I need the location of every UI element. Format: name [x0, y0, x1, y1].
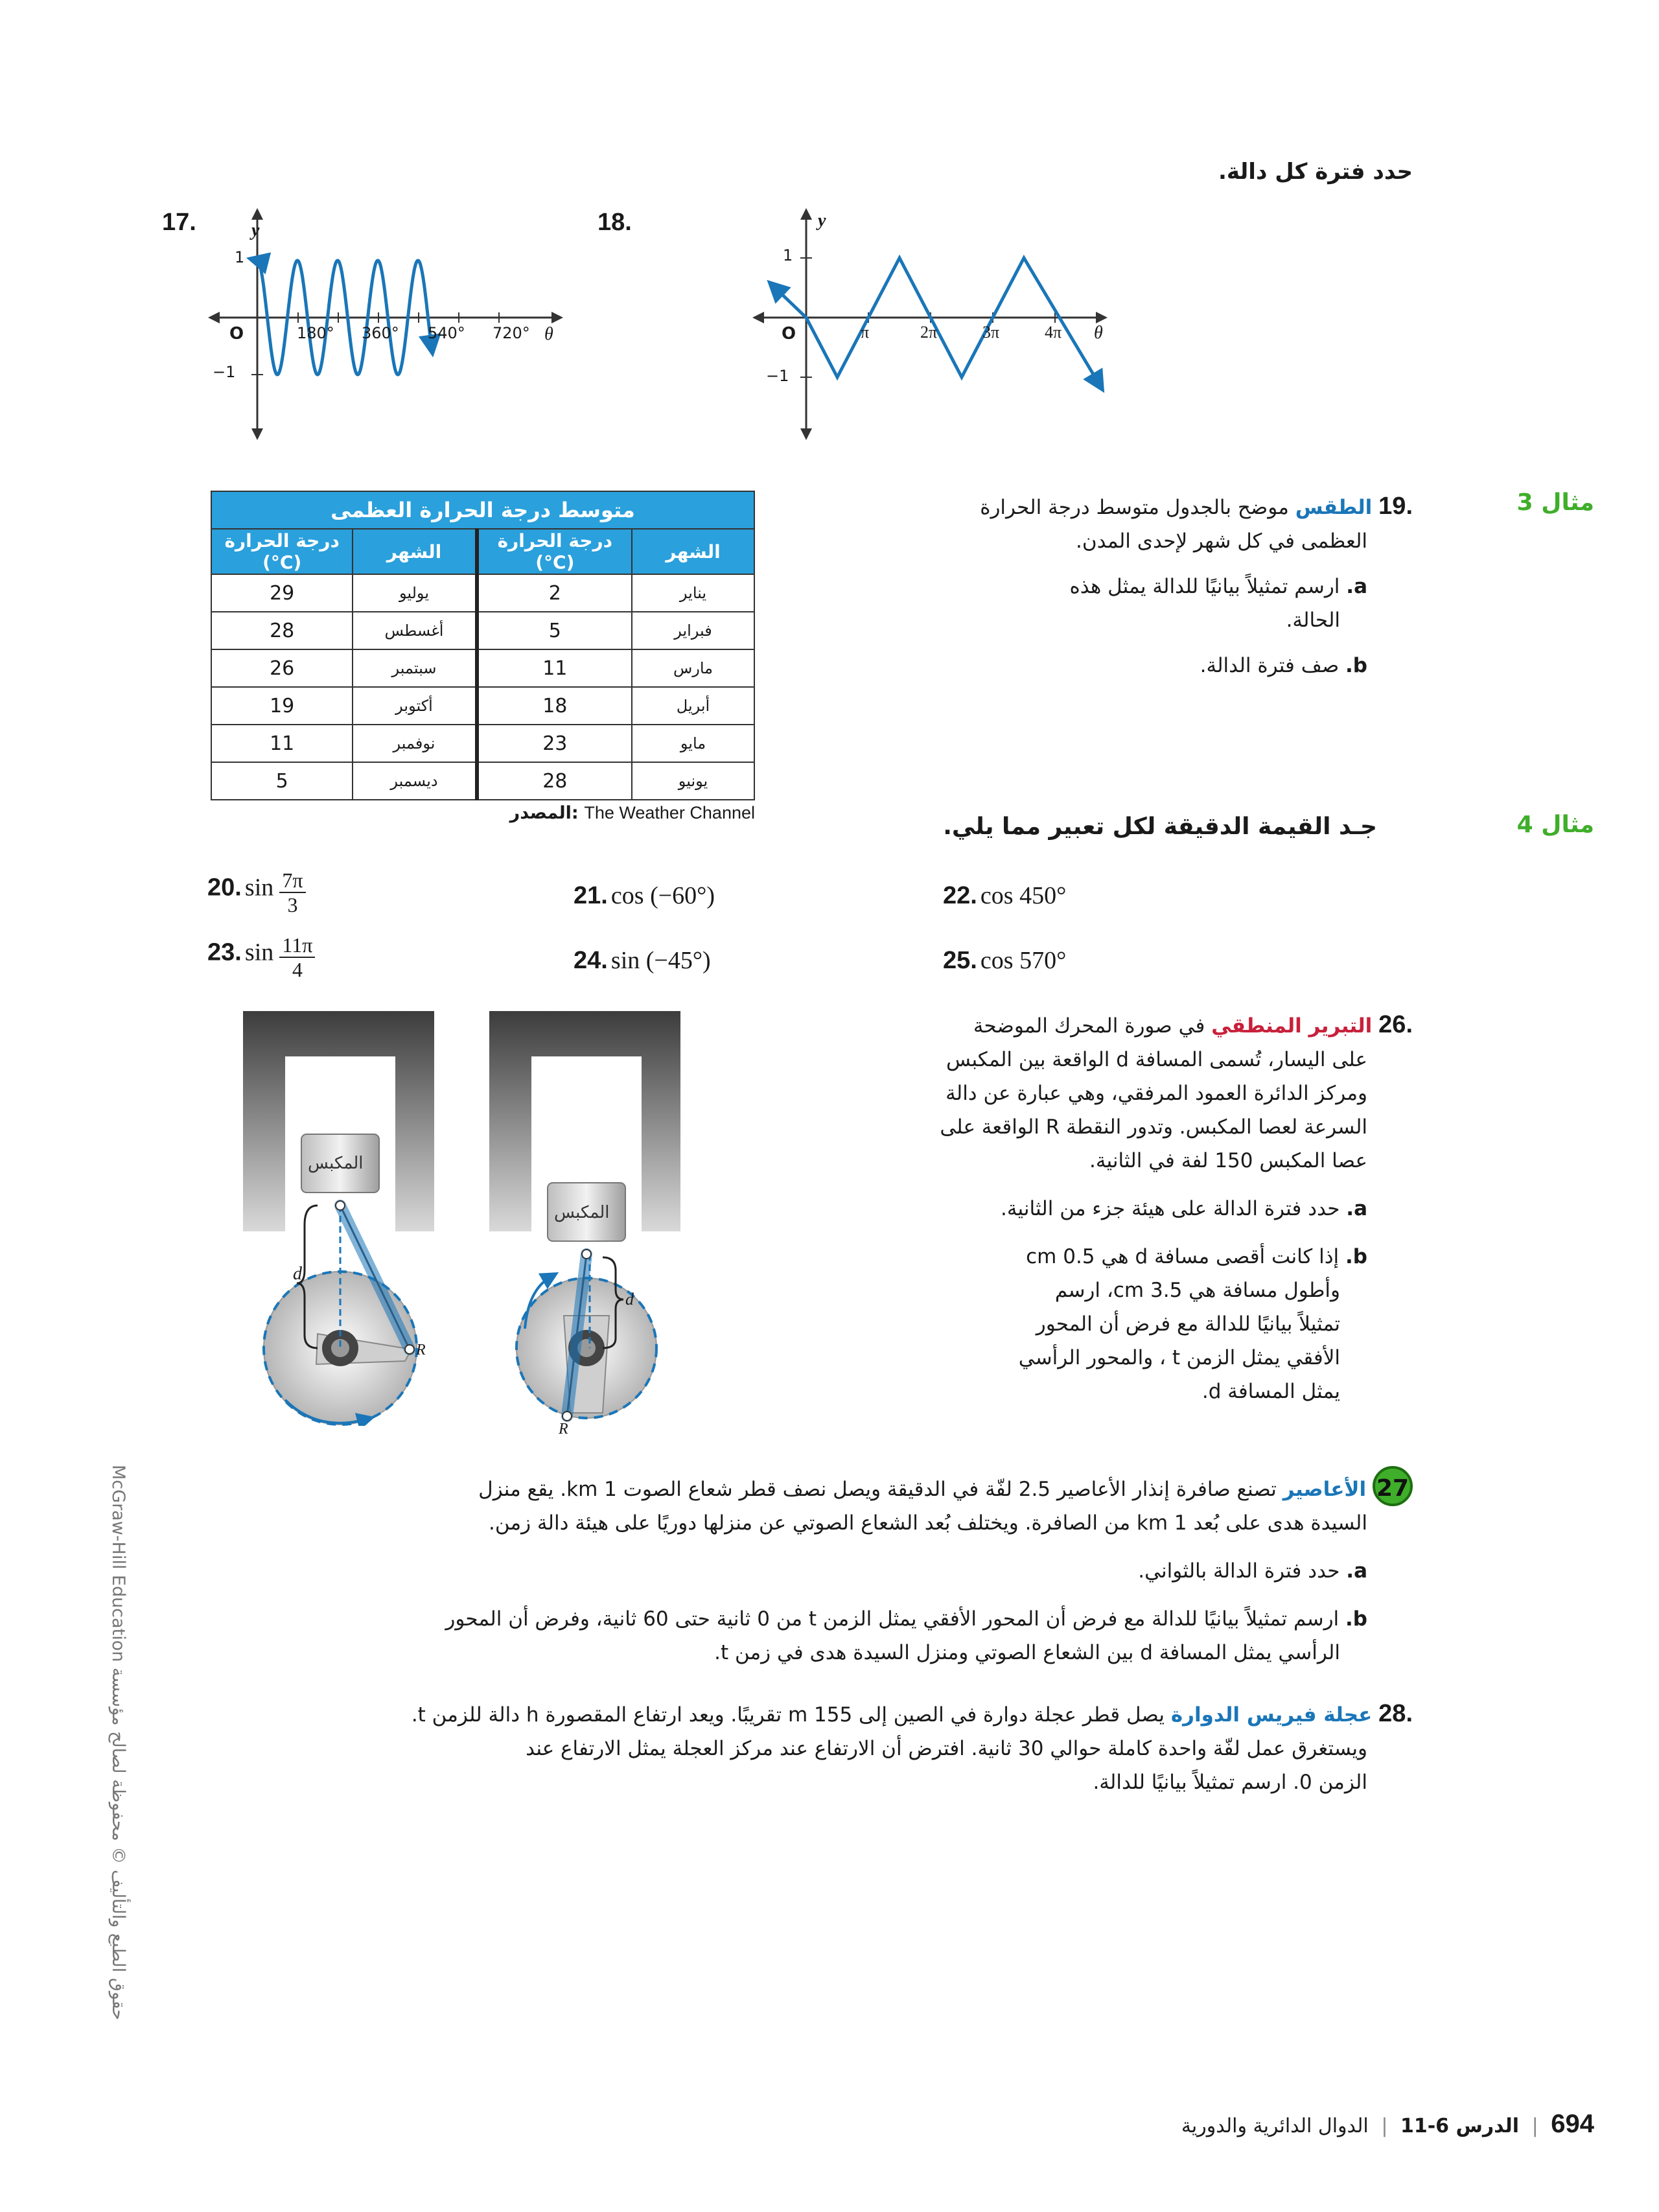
lesson-title: الدوال الدائرية والدورية — [1181, 2115, 1369, 2137]
problem-26-line-3: ومركز الدائرة العمود المرفقي، وهي عبارة عن دالة — [946, 1082, 1367, 1105]
table-cell-temp: 26 — [211, 649, 353, 687]
graph17-theta: θ — [544, 324, 553, 344]
table-cell-month: مايو — [632, 725, 754, 762]
table-row — [211, 612, 754, 649]
graph17-tick-540: 540° — [428, 324, 465, 342]
graph18-y-label: y — [818, 211, 826, 231]
problem-28-line-2: ويستغرق عمل لفّة واحدة كاملة حوالي 30 ثانية. افترض أن الارتفاع عند مركز العجلة يمثل الارتفاع عند — [526, 1737, 1367, 1760]
page-number: 694 — [1551, 2110, 1594, 2138]
graph17-origin: O — [229, 324, 244, 343]
table-cell-month: مارس — [632, 649, 754, 687]
table-cell-temp: 23 — [477, 725, 632, 762]
table-header-temp-2: درجة الحرارة (C°) — [211, 529, 353, 574]
temperature-table-wrap — [211, 491, 755, 823]
graph17-tick-360: 360° — [362, 324, 399, 342]
problem-19-keyword: الطقس — [1295, 496, 1373, 519]
table-cell-month: أبريل — [632, 687, 754, 725]
expr-23-number: 23. — [207, 938, 242, 966]
problem-26-line-5: عصا المكبس 150 لفة في الثانية. — [1089, 1149, 1367, 1172]
expr-21-number: 21. — [574, 882, 608, 909]
example-4-label: مثال 4 — [1516, 811, 1594, 838]
expr-23-fraction — [279, 933, 315, 981]
graph18-tick-3pi: 3π — [982, 323, 1000, 342]
piston-illustration — [240, 1011, 706, 1426]
graph17-one: 1 — [235, 248, 245, 266]
expr-22-number: 22. — [943, 882, 977, 909]
graph18-neg-one: −1 — [766, 367, 789, 385]
table-header-month-2: الشهر — [353, 529, 476, 574]
table-row — [211, 762, 754, 800]
expr-24-value: sin (−45°) — [610, 947, 711, 974]
instruction: حدد فترة كل دالة. — [1218, 159, 1413, 185]
problem-26-b-line-3: تمثيلاً بيانيًا للدالة مع فرض أن المحور — [1036, 1312, 1340, 1336]
table-cell-month: ديسمبر — [353, 762, 476, 800]
problem-26 — [765, 1008, 1413, 1408]
lesson-label: الدرس 6-11 — [1400, 2115, 1520, 2137]
problem-28-number: .28 — [1378, 1700, 1413, 1727]
expr-24-number: 24. — [574, 947, 608, 974]
graph17-y-label: y — [251, 220, 260, 240]
graph18-tick-4pi: 4π — [1045, 323, 1062, 342]
table-cell-month: سبتمبر — [353, 649, 476, 687]
expr-22-value: cos 450° — [980, 882, 1067, 909]
expr-21-value: cos (−60°) — [610, 882, 715, 909]
piston-d-right: d — [625, 1290, 634, 1309]
problem-26-b-line-4: الأفقي يمثل الزمن t ، والمحور الرأسي — [1018, 1346, 1340, 1369]
graph17-tick-720: 720° — [493, 324, 530, 342]
table-cell-month: فبراير — [632, 612, 754, 649]
table-cell-month: أغسطس — [353, 612, 476, 649]
table-cell-temp: 11 — [211, 725, 353, 762]
problem-26-line-4: السرعة لعصا المكبس. وتدور النقطة R الواقعة على — [940, 1115, 1367, 1139]
problem-26-a-text: حدد فترة الدالة على هيئة جزء من الثانية. — [1001, 1197, 1340, 1220]
problem-27 — [181, 1466, 1413, 1670]
expr-20-fn: sin — [244, 874, 274, 902]
problem-19-b-text: صف فترة الدالة. — [1200, 654, 1340, 677]
table-cell-temp: 29 — [211, 574, 353, 612]
graph18-theta: θ — [1094, 323, 1103, 343]
expr-25-number: 25. — [943, 947, 977, 974]
table-cell-temp: 18 — [477, 687, 632, 725]
table-cell-temp: 28 — [477, 762, 632, 800]
problem-28-line-3: الزمن 0. ارسم تمثيلاً بيانيًا للدالة. — [1093, 1771, 1367, 1794]
problem-26-b-line-2: وأطول مسافة هي 3.5 cm، ارسم — [1054, 1279, 1340, 1302]
example-4-instruction: جـد القيمة الدقيقة لكل تعبير مما يلي. — [943, 813, 1377, 840]
problem-26-b-label: b. — [1345, 1245, 1367, 1268]
piston-r-right: R — [559, 1421, 568, 1438]
expr-21 — [574, 881, 715, 910]
expr-20-number: 20. — [207, 874, 242, 902]
piston-r-left: R — [416, 1342, 426, 1358]
table-cell-temp: 19 — [211, 687, 353, 725]
expr-20-fraction — [279, 868, 305, 916]
problem-27-b-line-2: الرأسي يمثل المسافة d بين الشعاع الصوتي ومنزل السيدة هدى في زمن t. — [714, 1641, 1340, 1664]
table-cell-temp: 2 — [477, 574, 632, 612]
table-cell-month: يناير — [632, 574, 754, 612]
problem-26-line-2: على اليسار، تُسمى المسافة d الواقعة بين المكبس — [946, 1048, 1367, 1071]
graph17-tick-180: 180° — [297, 324, 334, 342]
problem-26-line-1: في صورة المحرك الموضحة — [973, 1014, 1205, 1038]
side-copyright: McGraw-Hill Education حقوق الطبع والتأليف © محفوظة لصالح مؤسسة — [108, 1465, 128, 2021]
problem-27-line-1: تصنع صافرة إنذار الأعاصير 2.5 لفّة في الدقيقة ويصل نصف قطر شعاع الصوت 1 km. يقع منزل — [478, 1478, 1277, 1501]
problem-27-line-2: السيدة هدى على بُعد 1 km من الصافرة. ويختلف بُعد الشعاع الصوتي عن منزلها دوريًا على هيئة دالة زمن. — [489, 1511, 1367, 1535]
expr-25-value: cos 570° — [980, 947, 1067, 974]
expr-20-numerator: 7π — [279, 868, 305, 893]
table-cell-month: نوفمبر — [353, 725, 476, 762]
problem-26-b-line-5: يمثل المسافة d. — [1201, 1380, 1340, 1403]
piston-label-right: المكبس — [554, 1203, 610, 1222]
graph18-tick-2pi: 2π — [920, 323, 938, 342]
expr-20-denominator: 3 — [287, 893, 298, 916]
problem-19-text-1: موضح بالجدول متوسط درجة الحرارة — [980, 496, 1289, 519]
graph-18 — [752, 207, 1128, 441]
problem-19-text-2: العظمى في كل شهر لإحدى المدن. — [1076, 530, 1367, 553]
expr-23-fn: sin — [244, 938, 274, 966]
exercise-17-number: 17. — [162, 209, 196, 236]
table-cell-month: يونيو — [632, 762, 754, 800]
problem-27-a-text: حدد فترة الدالة بالثواني. — [1138, 1559, 1340, 1583]
graph17-neg-one: −1 — [213, 363, 236, 381]
expr-23-denominator: 4 — [292, 958, 303, 981]
problem-19-a-label: a. — [1346, 575, 1367, 598]
table-row — [211, 574, 754, 612]
problem-27-keyword: الأعاصير — [1282, 1478, 1367, 1501]
problem-19-b-label: b. — [1345, 654, 1367, 677]
graph18-one: 1 — [783, 246, 793, 264]
problem-19-a-text-1: ارسم تمثيلاً بيانيًا للدالة يمثل هذه — [1069, 575, 1340, 598]
table-cell-temp: 28 — [211, 612, 353, 649]
table-source-value: The Weather Channel — [584, 803, 755, 822]
problem-19-number: .19 — [1378, 493, 1413, 520]
table-cell-month: أكتوبر — [353, 687, 476, 725]
problem-27-b-label: b. — [1345, 1607, 1367, 1631]
example-3-label: مثال 3 — [1516, 489, 1594, 516]
piston-label-left: المكبس — [308, 1154, 364, 1173]
expr-20 — [207, 868, 308, 916]
table-header-month-1: الشهر — [632, 529, 754, 574]
table-cell-temp: 5 — [211, 762, 353, 800]
table-cell-month: يوليو — [353, 574, 476, 612]
expr-23-numerator: 11π — [279, 933, 315, 958]
problem-27-a-label: a. — [1346, 1559, 1367, 1583]
problem-26-b-line-1: إذا كانت أقصى مسافة d هي 0.5 cm — [1026, 1245, 1340, 1268]
problem-28 — [181, 1697, 1413, 1799]
problem-27-number: 27 — [1373, 1466, 1413, 1506]
problem-19-a-text-2: الحالة. — [1286, 609, 1340, 632]
expr-23 — [207, 933, 318, 981]
table-cell-temp: 5 — [477, 612, 632, 649]
footer: 694 | الدرس 6-11 | الدوال الدائرية والدورية — [1181, 2110, 1594, 2138]
problem-27-b-line-1: ارسم تمثيلاً بيانيًا للدالة مع فرض أن المحور الأفقي يمثل الزمن t من 0 ثانية حتى 60 ثانية، وفرض أن المحور — [445, 1607, 1340, 1631]
table-row — [211, 649, 754, 687]
problem-28-line-1: يصل قطر عجلة دوارة في الصين إلى 155 m تقريبًا. ويعد ارتفاع المقصورة h دالة للزمن t. — [411, 1703, 1165, 1727]
graph18-origin: O — [782, 324, 796, 343]
expr-22 — [943, 881, 1066, 910]
expr-25 — [943, 946, 1066, 975]
engine-block-left — [243, 1011, 434, 1231]
problem-19 — [765, 489, 1413, 682]
table-header-temp-1: درجة الحرارة (C°) — [477, 529, 632, 574]
table-row — [211, 725, 754, 762]
exercise-18-number: 18. — [597, 209, 632, 236]
table-source-label: المصدر: — [509, 803, 579, 823]
expr-24 — [574, 946, 711, 975]
table-cell-temp: 11 — [477, 649, 632, 687]
problem-26-a-label: a. — [1346, 1197, 1367, 1220]
problem-28-keyword: عجلة فيريس الدوارة — [1170, 1703, 1373, 1727]
table-title: متوسط درجة الحرارة العظمى — [211, 491, 754, 529]
graph18-tick-pi: π — [861, 323, 870, 342]
temperature-table — [211, 491, 755, 800]
problem-26-number: .26 — [1378, 1011, 1413, 1038]
table-source — [211, 803, 755, 823]
piston-d-left: d — [293, 1264, 302, 1284]
table-row — [211, 687, 754, 725]
problem-26-keyword: التبرير المنطقي — [1211, 1014, 1373, 1038]
